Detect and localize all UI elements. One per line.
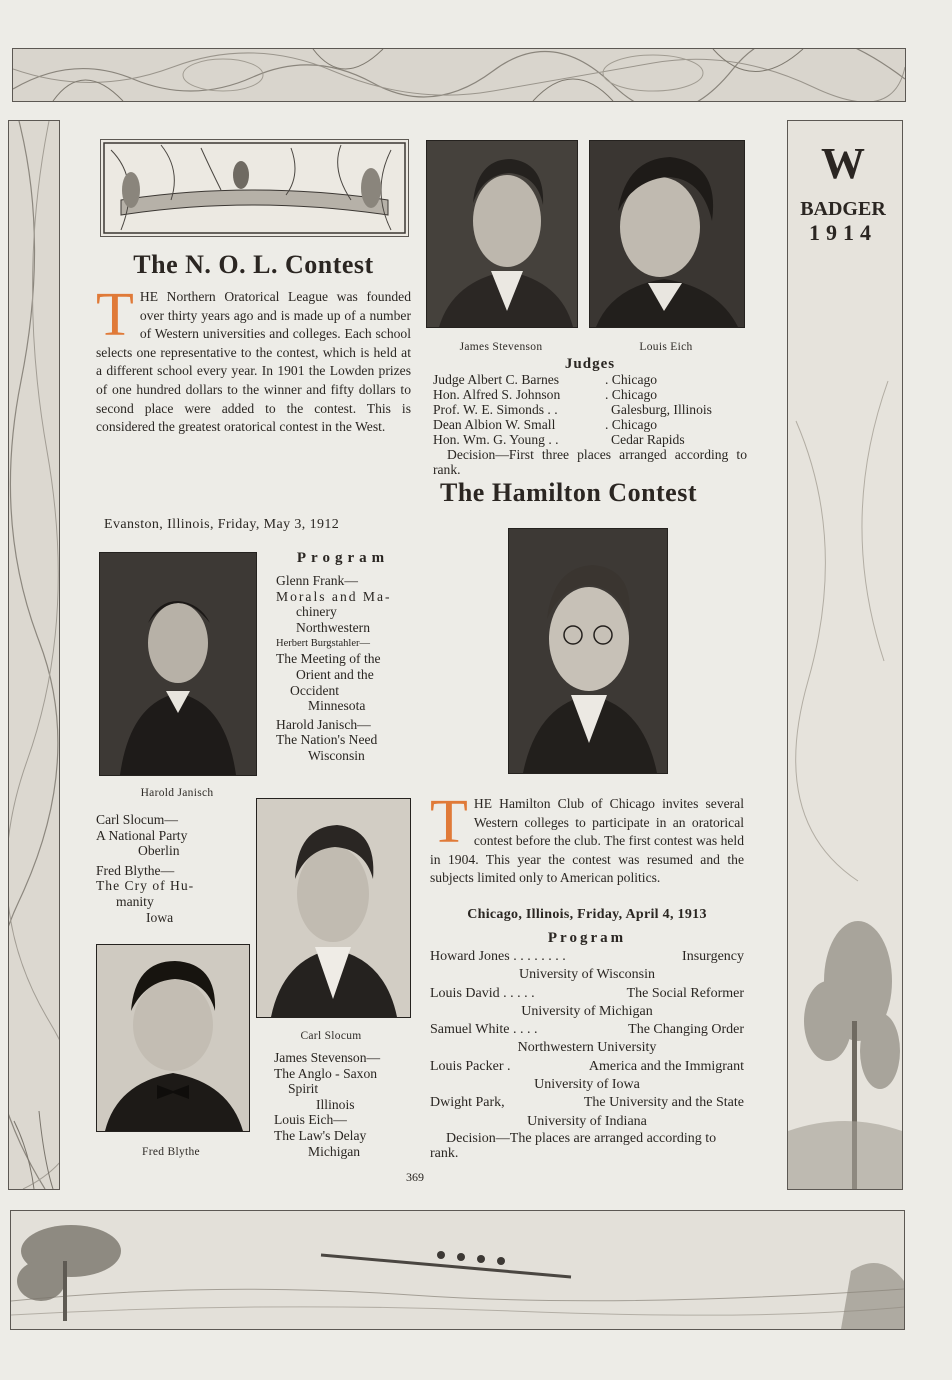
- hamilton-program-item: [430, 1058, 744, 1095]
- left-decorative-strip: [8, 120, 60, 1190]
- caption-carl-slocum: Carl Slocum: [300, 1030, 362, 1042]
- caption-louis-eich: Louis Eich: [639, 341, 693, 353]
- school-name: Illinois: [316, 1096, 355, 1112]
- speaker-name: Herbert Burgstahler—: [276, 638, 370, 650]
- hamilton-paragraph: [430, 788, 744, 888]
- speech-title: America and the Immigrant: [588, 1058, 744, 1074]
- nol-program-list-bottom: [274, 1050, 414, 1159]
- hamilton-program-item: [430, 985, 744, 1022]
- nol-title: The N. O. L. Contest: [133, 250, 374, 279]
- school-name: Iowa: [146, 909, 174, 925]
- judge-name: Prof. W. E. Simonds . .: [433, 402, 558, 417]
- judge-row: [433, 432, 747, 447]
- judge-row: [433, 387, 747, 402]
- caption-fred-blythe: Fred Blythe: [142, 1146, 200, 1158]
- judge-name: Judge Albert C. Barnes: [433, 372, 560, 387]
- nol-program-title: Program: [296, 550, 390, 566]
- speech-title: The Changing Order: [628, 1022, 744, 1038]
- top-decorative-band: [12, 48, 906, 102]
- hamilton-title: The Hamilton Contest: [440, 478, 697, 507]
- nol-program-item: [274, 1112, 414, 1159]
- nol-program-item: [274, 1050, 414, 1112]
- speech-title: A National Party: [96, 827, 188, 843]
- judge-row: [433, 417, 747, 432]
- photo-hamilton-contestant: [508, 528, 668, 774]
- nol-paragraph: [96, 281, 411, 437]
- speaker-name: Carl Slocum—: [96, 812, 178, 827]
- speaker-name: Glenn Frank—: [276, 573, 358, 588]
- nol-program-item: [276, 637, 414, 713]
- header-ornament: [100, 139, 409, 237]
- school-name: University of Iowa: [534, 1077, 640, 1093]
- hamilton-dropcap: T: [430, 788, 468, 856]
- speaker-name: Louis David . . . . .: [430, 985, 535, 1001]
- speech-title: The Nation's Need: [276, 732, 378, 748]
- hamilton-program-item: [430, 948, 744, 985]
- judge-place: . Chicago: [605, 387, 658, 402]
- speech-title: manity: [116, 893, 154, 909]
- nol-program-item: [276, 717, 414, 764]
- judge-name: Hon. Wm. G. Young . .: [433, 432, 559, 447]
- hamilton-program-item: [430, 1021, 744, 1058]
- speech-title: Morals and Ma-: [276, 588, 392, 604]
- nol-paragraph-text: HE Northern Oratorical League was founded over thirty years ago and is made up of a number of Western universities and colleges. Each school selects one representative to the contest, which is held at a different school every year. In 1901 the Lowden prizes of one hundred dollars to the winner and fifty dollars to second place were added to the contest. This is considered the greatest oratorical contest in the West.: [96, 289, 411, 435]
- school-name: Michigan: [308, 1143, 361, 1159]
- school-name: University of Michigan: [521, 1003, 653, 1019]
- sidebar-badger: BADGER: [800, 198, 886, 220]
- photo-fred-blythe: [96, 944, 250, 1132]
- judge-name: Dean Albion W. Small: [433, 417, 556, 432]
- nol-program-list-left: [96, 812, 236, 925]
- speech-title: The Law's Delay: [274, 1127, 367, 1143]
- school-name: University of Wisconsin: [518, 967, 656, 983]
- judge-place: Galesburg, Illinois: [611, 402, 712, 417]
- judges-list: [433, 372, 747, 477]
- hamilton-program-title: Program: [547, 930, 627, 946]
- speaker-name: Louis Packer .: [430, 1058, 511, 1074]
- page-number: 369: [406, 1170, 424, 1184]
- judge-row: [433, 402, 747, 417]
- photo-louis-eich: [589, 140, 745, 328]
- speech-title: Occident: [290, 682, 340, 698]
- nol-dropcap: T: [96, 281, 134, 349]
- speaker-name: Harold Janisch—: [276, 716, 371, 732]
- judges-title: Judges: [564, 356, 616, 372]
- school-name: University of Indiana: [527, 1113, 647, 1129]
- school-name: Minnesota: [308, 698, 366, 714]
- judge-place: Cedar Rapids: [611, 432, 685, 447]
- nol-program-list: [276, 573, 414, 764]
- speaker-name: Fred Blythe—: [96, 862, 175, 878]
- school-name: Oberlin: [138, 843, 180, 859]
- speech-title: chinery: [296, 604, 337, 620]
- hamilton-decision: Decision—The places are arranged according to rank.: [430, 1130, 717, 1161]
- nol-program-item: [96, 863, 236, 925]
- speaker-name: Louis Eich—: [274, 1112, 347, 1128]
- hamilton-paragraph-text: HE Hamilton Club of Chicago invites several Western colleges to participate in an oratorical contest before the club. The first contest was held in 1904. This year the contest was resumed and the subjects limited only to American politics.: [430, 796, 744, 886]
- bottom-decorative-band: [10, 1210, 905, 1330]
- school-name: Northwestern: [296, 619, 370, 635]
- judge-name: Hon. Alfred S. Johnson: [433, 387, 561, 402]
- school-name: Northwestern University: [517, 1040, 657, 1056]
- hamilton-program-list: [430, 948, 744, 1161]
- speaker-name: James Stevenson—: [274, 1050, 381, 1065]
- speech-title: The Social Reformer: [626, 985, 744, 1001]
- speaker-name: Howard Jones . . . . . . . .: [430, 949, 566, 964]
- speech-title: The University and the State: [583, 1095, 744, 1111]
- speech-title: Spirit: [288, 1081, 319, 1097]
- caption-harold-janisch: Harold Janisch: [140, 787, 214, 799]
- photo-carl-slocum: [256, 798, 411, 1018]
- sidebar-letter: W: [821, 139, 865, 188]
- right-decorative-strip: [787, 120, 903, 1190]
- speech-title: The Cry of Hu-: [96, 878, 195, 894]
- nol-program-item: [276, 573, 414, 635]
- speech-title: Orient and the: [296, 666, 374, 682]
- speaker-name: Samuel White . . . .: [430, 1022, 538, 1038]
- judge-place: . Chicago: [605, 372, 658, 387]
- hamilton-date-line: Chicago, Illinois, Friday, April 4, 1913: [467, 907, 707, 922]
- speaker-name: Dwight Park,: [430, 1095, 505, 1111]
- nol-program-item: [96, 812, 236, 859]
- judges-decision: Decision—First three places arranged according to rank.: [433, 447, 747, 477]
- nol-date-line: Evanston, Illinois, Friday, May 3, 1912: [104, 517, 340, 532]
- speech-title: The Meeting of the: [276, 651, 381, 667]
- sidebar-year: 1914: [809, 220, 877, 245]
- judge-place: . Chicago: [605, 417, 658, 432]
- photo-james-stevenson: [426, 140, 578, 328]
- speech-title: Insurgency: [682, 949, 744, 964]
- school-name: Wisconsin: [308, 747, 365, 763]
- speech-title: The Anglo - Saxon: [274, 1065, 378, 1081]
- caption-james-stevenson: James Stevenson: [459, 341, 543, 353]
- photo-harold-janisch: [99, 552, 257, 776]
- judge-row: [433, 372, 747, 387]
- hamilton-program-item: [430, 1094, 744, 1131]
